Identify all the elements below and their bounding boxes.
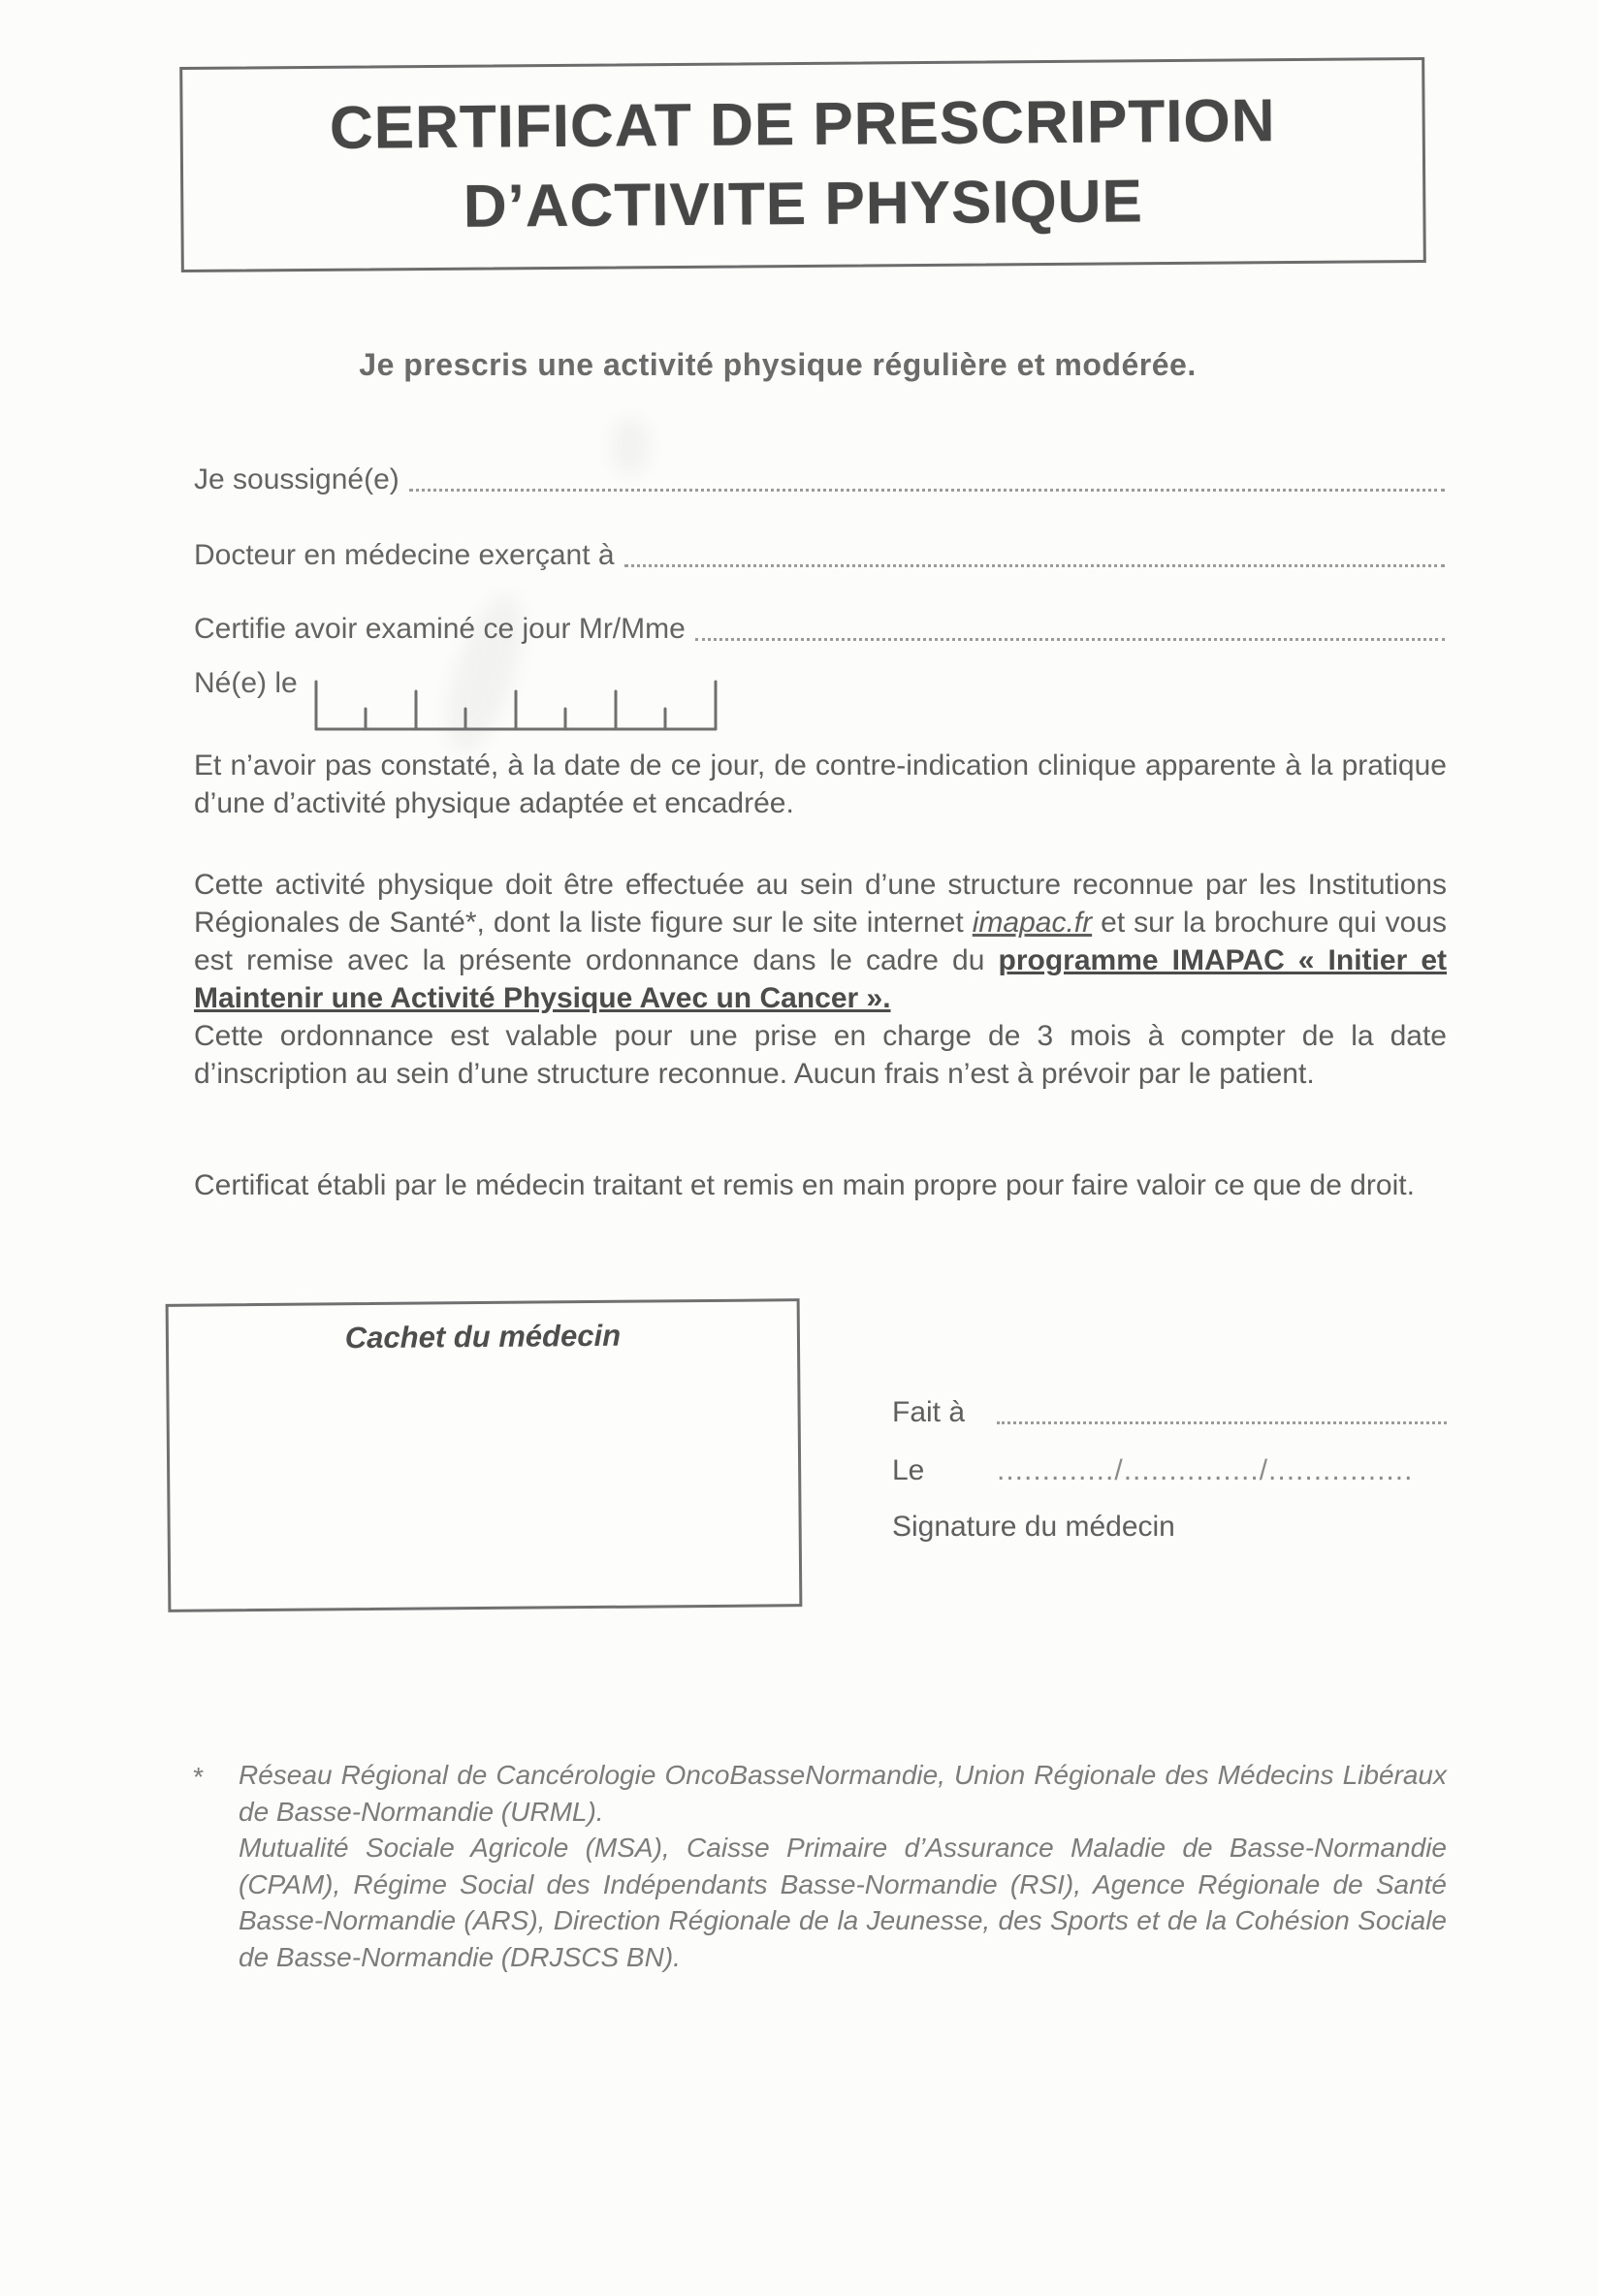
patient-label: Certifie avoir examiné ce jour Mr/Mme — [194, 613, 686, 645]
fait-a-fill-line[interactable] — [997, 1420, 1447, 1424]
birthdate-comb-field[interactable] — [313, 677, 719, 741]
structure-text-1: Cette activité physique doit être effectuée au sein d’une structure reconnue par les Institutions Régionales de Santé*, dont la liste figure sur le site internet — [194, 869, 1447, 939]
paragraph-no-contraindication: Et n’avoir pas constaté, à la date de ce jour, de contre-indication clinique apparente à la pratique d’une d’activité physique adaptée et encadrée. — [194, 749, 1447, 819]
footnote-asterisk: * — [192, 1762, 203, 1792]
footnote-line2: Mutualité Sociale Agricole (MSA), Caisse Primaire d’Assurance Maladie de Basse-Normandie (CPAM), Régime Social des Indépendants Basse-Normandie (RSI), Agence Régionale de Santé Basse-Normandie (ARS), Direction Régionale de la Jeunesse, des Sports et de la Cohésion Sociale de Basse-Normandie (DRJSCS BN). — [239, 1833, 1447, 1972]
signature-row — [892, 1511, 1447, 1544]
doctor-stamp-box[interactable] — [166, 1298, 803, 1612]
document-title-line1: CERTIFICAT DE PRESCRIPTION — [329, 87, 1276, 163]
paragraph-structure — [194, 866, 1447, 1017]
fait-a-label: Fait à — [892, 1396, 966, 1428]
structure-text-2: et sur la brochure qui vous est remise avec la présente ordonnance dans le cadre du — [194, 907, 1447, 976]
fait-a-row — [892, 1396, 1447, 1429]
paragraph-block-structure — [194, 866, 1447, 1093]
birthdate-label: Né(e) le — [194, 667, 298, 699]
paragraph-ordonnance-validity: Cette ordonnance est valable pour une prise en charge de 3 mois à compter de la date d’inscription au sein d’une structure reconnue. Aucun frais n’est à prévoir par le patient. — [194, 1020, 1447, 1090]
footnote-line1: Réseau Régional de Cancérologie OncoBasseNormandie, Union Régionale des Médecins Libéraux de Basse-Normandie (URML). — [239, 1760, 1447, 1827]
document-title-line2: D’ACTIVITE PHYSIQUE — [463, 168, 1144, 240]
date-row — [892, 1454, 1447, 1487]
programme-imapac-emphasis: programme IMAPAC « Initier et Maintenir une Activité Physique Avec un Cancer ». — [194, 944, 1447, 1014]
title-box — [179, 57, 1426, 272]
date-label: Le — [892, 1454, 925, 1486]
patient-fill-line[interactable] — [695, 637, 1445, 641]
docteur-label: Docteur en médecine exerçant à — [194, 539, 615, 571]
form-row-patient — [194, 613, 1445, 646]
soussigne-fill-line[interactable] — [409, 488, 1445, 492]
signature-label: Signature du médecin — [892, 1511, 1175, 1543]
docteur-fill-line[interactable] — [624, 563, 1445, 567]
footnote-text — [239, 1757, 1447, 1975]
footnote — [192, 1757, 1447, 1975]
stamp-box-label: Cachet du médecin — [344, 1318, 622, 1355]
form-row-birthdate — [194, 667, 1445, 731]
imapac-link[interactable]: imapac.fr — [972, 907, 1093, 939]
soussigne-label: Je soussigné(e) — [194, 463, 400, 495]
form-row-soussigne — [194, 463, 1445, 496]
subtitle: Je prescris une activité physique régulière et modérée. — [359, 347, 1197, 382]
form-row-docteur — [194, 539, 1445, 572]
paragraph-certificat-etabli: Certificat établi par le médecin traitant et remis en main propre pour faire valoir ce que de droit. — [194, 1169, 1415, 1201]
date-fill-field[interactable]: ............./.............../................ — [997, 1454, 1414, 1486]
